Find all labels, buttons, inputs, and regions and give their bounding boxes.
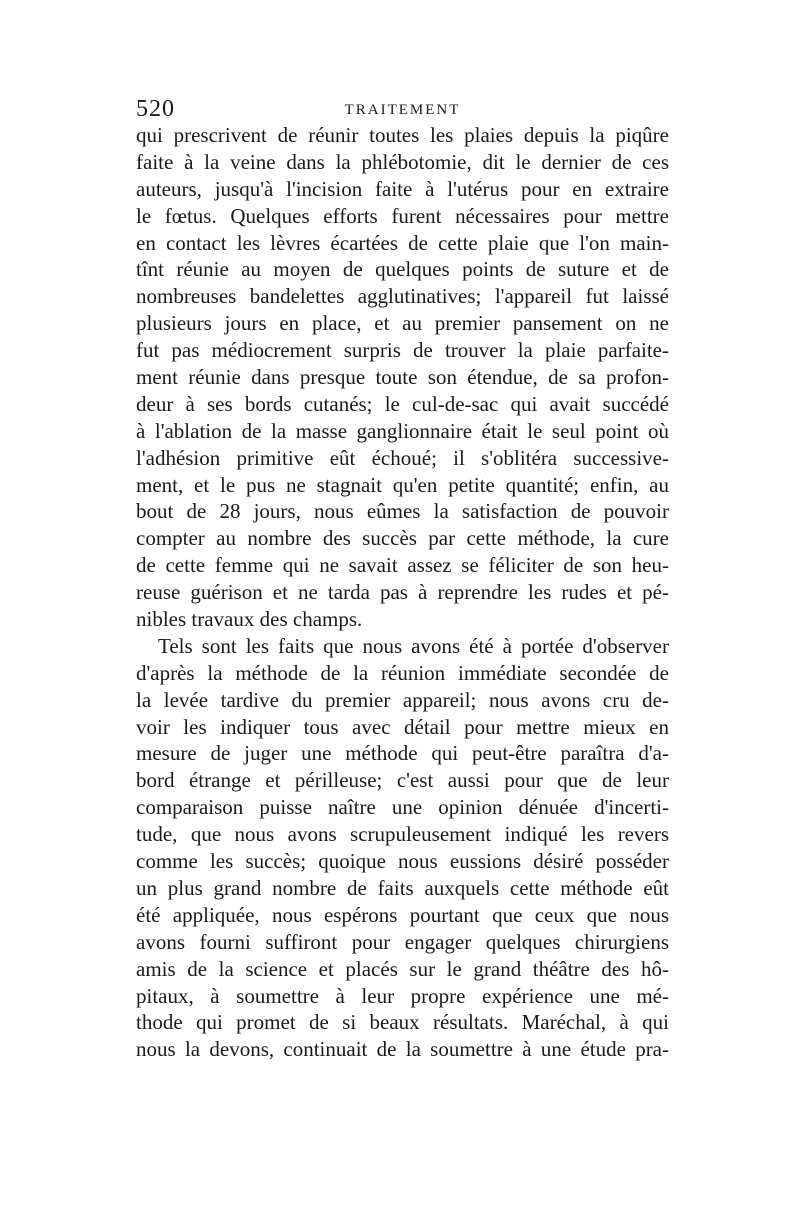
text-line: fut pas médiocrement surpris de trouver la plaie parfaite- [136, 338, 669, 363]
text-line: plusieurs jours en place, et au premier pansement on ne [136, 311, 669, 336]
text-line: thode qui promet de si beaux résultats. Maréchal, à qui [136, 1010, 669, 1035]
text-line: deur à ses bords cutanés; le cul-de-sac qui avait succédé [136, 391, 669, 416]
text-line: comparaison puisse naître une opinion dénuée d'incerti- [136, 795, 669, 820]
text-line: ment, et le pus ne stagnait qu'en petite quantité; enfin, au [136, 472, 669, 497]
text-line: tude, que nous avons scrupuleusement indiqué les revers [136, 822, 669, 847]
text-line: auteurs, jusqu'à l'incision faite à l'utérus pour en extraire [136, 176, 669, 201]
text-line: faite à la veine dans la phlébotomie, dit le dernier de ces [136, 149, 669, 174]
text-line: la levée tardive du premier appareil; nous avons cru de- [136, 687, 669, 712]
text-line: en contact les lèvres écartées de cette plaie que l'on main- [136, 230, 669, 255]
text-line: bout de 28 jours, nous eûmes la satisfaction de pouvoir [136, 499, 669, 524]
text-line: nous la devons, continuait de la soumettre à une étude pra- [136, 1037, 669, 1062]
text-line: pitaux, à soumettre à leur propre expérience une mé- [136, 983, 669, 1008]
text-line: l'adhésion primitive eût échoué; il s'oblitéra successive- [136, 445, 669, 470]
text-line: le fœtus. Quelques efforts furent nécessaires pour mettre [136, 203, 669, 228]
running-title: TRAITEMENT [344, 102, 461, 118]
body-text [136, 122, 669, 1063]
text-line: mesure de juger une méthode qui peut-être paraîtra d'a- [136, 741, 669, 766]
text-line: été appliquée, nous espérons pourtant que ceux que nous [136, 902, 669, 927]
text-line: reuse guérison et ne tarda pas à reprendre les rudes et pé- [136, 580, 669, 605]
text-line: à l'ablation de la masse ganglionnaire était le seul point où [136, 418, 669, 443]
text-line: nombreuses bandelettes agglutinatives; l'appareil fut laissé [136, 284, 669, 309]
text-line: compter au nombre des succès par cette méthode, la cure [136, 526, 669, 551]
text-line: Tels sont les faits que nous avons été à portée d'observer [158, 633, 669, 658]
text-line: tînt réunie au moyen de quelques points de suture et de [136, 257, 669, 282]
text-line: ment réunie dans presque toute son étendue, de sa profon- [136, 365, 669, 390]
text-line: d'après la méthode de la réunion immédiate secondée de [136, 660, 669, 685]
text-line: bord étrange et périlleuse; c'est aussi pour que de leur [136, 768, 669, 793]
text-line: un plus grand nombre de faits auxquels cette méthode eût [136, 875, 669, 900]
text-line: qui prescrivent de réunir toutes les plaies depuis la piqûre [136, 123, 669, 147]
running-head [136, 94, 669, 124]
text-line: de cette femme qui ne savait assez se féliciter de son heu- [136, 553, 669, 578]
text-line: avons fourni suffiront pour engager quelques chirurgiens [136, 929, 669, 954]
text-line: nibles travaux des champs. [136, 607, 363, 632]
page-number: 520 [136, 96, 175, 122]
text-line: amis de la science et placés sur le grand théâtre des hô- [136, 956, 669, 981]
text-line: comme les succès; quoique nous eussions désiré posséder [136, 849, 669, 874]
text-line: voir les indiquer tous avec détail pour mettre mieux en [136, 714, 669, 739]
